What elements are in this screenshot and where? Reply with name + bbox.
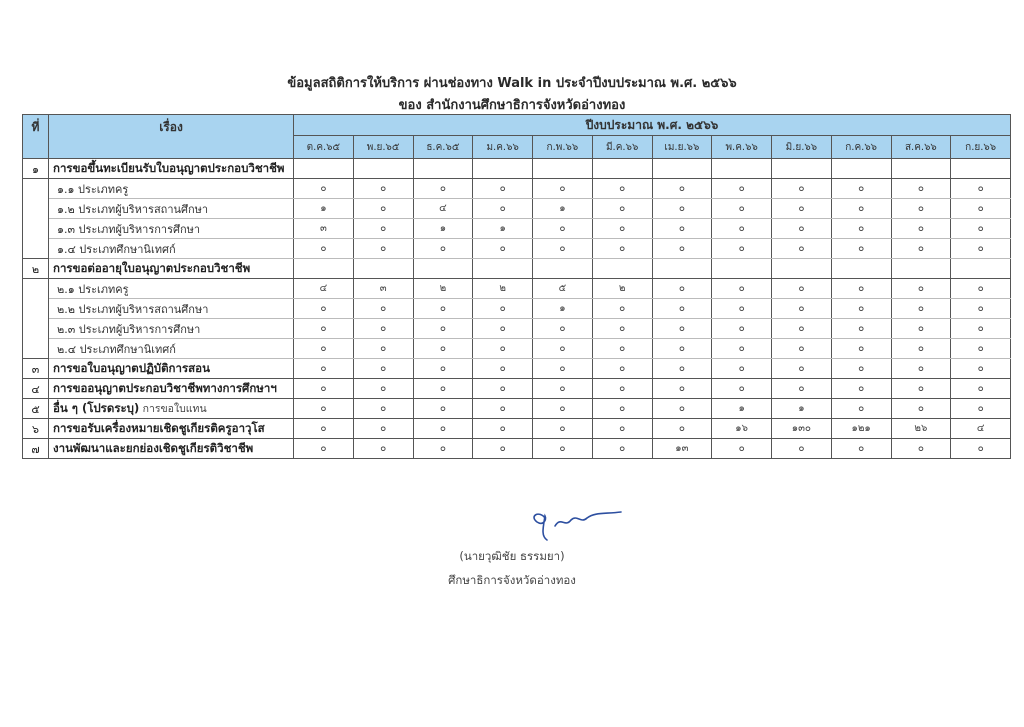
cell-value: ๐ (294, 319, 354, 339)
signature-scribble-icon (525, 506, 635, 546)
row-topic-label: ๒.๓ ประเภทผู้บริหารการศึกษา (57, 322, 201, 336)
cell-value (772, 159, 832, 179)
cell-value: ๐ (772, 199, 832, 219)
cell-value: ๐ (473, 339, 533, 359)
cell-value: ๐ (592, 439, 652, 459)
header-month: พ.ค.๖๖ (712, 136, 772, 159)
row-topic (49, 339, 294, 359)
cell-value: ๐ (533, 179, 593, 199)
cell-value: ๐ (891, 399, 951, 419)
cell-value: ๐ (891, 219, 951, 239)
cell-value: ๐ (353, 379, 413, 399)
cell-value: ๐ (891, 179, 951, 199)
cell-value: ๐ (772, 299, 832, 319)
cell-value (712, 159, 772, 179)
cell-value: ๐ (413, 179, 473, 199)
cell-value: ๐ (413, 439, 473, 459)
cell-value: ๐ (533, 239, 593, 259)
cell-value: ๑๓ (652, 439, 712, 459)
row-topic (49, 359, 294, 379)
cell-value: ๐ (951, 279, 1011, 299)
cell-value: ๐ (473, 439, 533, 459)
row-number (23, 279, 49, 299)
cell-value: ๐ (772, 219, 832, 239)
cell-value: ๐ (592, 199, 652, 219)
cell-value: ๐ (951, 219, 1011, 239)
cell-value: ๐ (891, 299, 951, 319)
row-number: ๓ (23, 359, 49, 379)
row-topic (49, 259, 294, 279)
row-number: ๕ (23, 399, 49, 419)
cell-value: ๐ (353, 219, 413, 239)
cell-value: ๐ (951, 319, 1011, 339)
cell-value: ๐ (831, 439, 891, 459)
cell-value: ๐ (473, 179, 533, 199)
cell-value: ๐ (951, 359, 1011, 379)
document-title: ข้อมูลสถิติการให้บริการ ผ่านช่องทาง Walk in ประจำปีงบประมาณ พ.ศ. ๒๕๖๖ (287, 76, 737, 91)
cell-value: ๒ (592, 279, 652, 299)
cell-value: ๐ (891, 199, 951, 219)
cell-value: ๐ (831, 299, 891, 319)
cell-value: ๐ (294, 179, 354, 199)
cell-value: ๐ (413, 299, 473, 319)
cell-value (533, 159, 593, 179)
cell-value: ๒ (413, 279, 473, 299)
cell-value: ๑ (473, 219, 533, 239)
table-row (23, 299, 1011, 319)
row-number: ๖ (23, 419, 49, 439)
cell-value: ๐ (652, 319, 712, 339)
cell-value: ๐ (533, 319, 593, 339)
row-number: ๔ (23, 379, 49, 399)
cell-value: ๐ (294, 419, 354, 439)
row-topic (49, 319, 294, 339)
cell-value (294, 259, 354, 279)
cell-value: ๐ (652, 339, 712, 359)
row-topic-label: การขอใบอนุญาตปฏิบัติการสอน (53, 360, 210, 375)
cell-value: ๐ (831, 239, 891, 259)
cell-value: ๐ (772, 319, 832, 339)
cell-value (353, 259, 413, 279)
cell-value: ๐ (592, 179, 652, 199)
row-number (23, 179, 49, 199)
cell-value: ๐ (592, 219, 652, 239)
cell-value: ๐ (831, 399, 891, 419)
table-row (23, 199, 1011, 219)
cell-value: ๑๓๐ (772, 419, 832, 439)
cell-value: ๐ (473, 419, 533, 439)
cell-value: ๐ (473, 399, 533, 419)
cell-value: ๐ (413, 379, 473, 399)
cell-value (294, 159, 354, 179)
row-topic (49, 299, 294, 319)
cell-value: ๐ (652, 299, 712, 319)
cell-value: ๐ (294, 439, 354, 459)
cell-value: ๐ (831, 199, 891, 219)
cell-value (652, 259, 712, 279)
cell-value: ๐ (294, 399, 354, 419)
cell-value: ๐ (533, 219, 593, 239)
document-subtitle: ของ สำนักงานศึกษาธิการจังหวัดอ่างทอง (398, 98, 626, 113)
row-topic-label: ๑.๔ ประเภทศึกษานิเทศก์ (57, 242, 176, 256)
table-row (23, 319, 1011, 339)
cell-value (951, 259, 1011, 279)
cell-value: ๐ (533, 359, 593, 379)
cell-value: ๐ (712, 179, 772, 199)
cell-value: ๐ (592, 379, 652, 399)
cell-value (533, 259, 593, 279)
table-row (23, 179, 1011, 199)
cell-value: ๐ (592, 359, 652, 379)
row-topic (49, 159, 294, 179)
cell-value: ๐ (652, 359, 712, 379)
cell-value: ๐ (772, 379, 832, 399)
cell-value: ๐ (353, 239, 413, 259)
table-row (23, 159, 1011, 179)
cell-value (592, 159, 652, 179)
table-row (23, 239, 1011, 259)
row-topic-label: อื่น ๆ (โปรดระบุ) (53, 400, 140, 415)
cell-value: ๐ (891, 319, 951, 339)
header-no: ที่ (23, 115, 49, 159)
row-number (23, 299, 49, 319)
header-month: มี.ค.๖๖ (592, 136, 652, 159)
row-topic-label: ๒.๔ ประเภทศึกษานิเทศก์ (57, 342, 176, 356)
row-number: ๑ (23, 159, 49, 179)
cell-value: ๐ (413, 419, 473, 439)
row-number (23, 239, 49, 259)
header-fiscal-year: ปีงบประมาณ พ.ศ. ๒๕๖๖ (294, 115, 1011, 136)
cell-value: ๐ (473, 359, 533, 379)
row-topic-label: การขอต่ออายุใบอนุญาตประกอบวิชาชีพ (53, 260, 251, 275)
header-month: ม.ค.๖๖ (473, 136, 533, 159)
signatory-position: ศึกษาธิการจังหวัดอ่างทอง (448, 573, 576, 587)
cell-value: ๐ (772, 239, 832, 259)
row-topic-label: ๑.๒ ประเภทผู้บริหารสถานศึกษา (57, 202, 209, 216)
signatory-name: (นายวุฒิชัย ธรรมยา) (459, 549, 565, 563)
cell-value: ๐ (951, 439, 1011, 459)
cell-value: ๐ (891, 439, 951, 459)
cell-value: ๐ (294, 339, 354, 359)
row-number: ๗ (23, 439, 49, 459)
cell-value: ๐ (533, 419, 593, 439)
cell-value (712, 259, 772, 279)
cell-value: ๐ (652, 199, 712, 219)
cell-value: ๐ (891, 359, 951, 379)
cell-value: ๐ (533, 439, 593, 459)
cell-value: ๐ (712, 279, 772, 299)
cell-value: ๐ (652, 399, 712, 419)
cell-value: ๑๖ (712, 419, 772, 439)
cell-value: ๑ (533, 299, 593, 319)
row-topic-label: การขออนุญาตประกอบวิชาชีพทางการศึกษาฯ (53, 380, 277, 395)
cell-value: ๐ (951, 379, 1011, 399)
header-topic: เรื่อง (49, 115, 294, 159)
cell-value: ๐ (294, 379, 354, 399)
cell-value: ๐ (652, 279, 712, 299)
signature-block (480, 506, 680, 546)
cell-value (891, 159, 951, 179)
cell-value: ๐ (652, 379, 712, 399)
cell-value: ๐ (294, 239, 354, 259)
cell-value (473, 259, 533, 279)
cell-value: ๓ (294, 219, 354, 239)
row-number (23, 319, 49, 339)
cell-value: ๐ (533, 399, 593, 419)
cell-value: ๐ (712, 299, 772, 319)
cell-value: ๐ (652, 239, 712, 259)
header-month: ก.พ.๖๖ (533, 136, 593, 159)
cell-value: ๐ (592, 339, 652, 359)
table-row (23, 279, 1011, 299)
cell-value: ๐ (413, 399, 473, 419)
cell-value: ๐ (473, 199, 533, 219)
header-month: ก.ย.๖๖ (951, 136, 1011, 159)
cell-value: ๐ (592, 399, 652, 419)
header-month: ก.ค.๖๖ (831, 136, 891, 159)
cell-value: ๑ (712, 399, 772, 419)
row-topic (49, 379, 294, 399)
cell-value: ๐ (353, 319, 413, 339)
cell-value: ๐ (712, 359, 772, 379)
table-row (23, 399, 1011, 419)
cell-value: ๐ (652, 419, 712, 439)
row-topic (49, 439, 294, 459)
row-topic (49, 199, 294, 219)
row-number (23, 199, 49, 219)
cell-value: ๐ (592, 239, 652, 259)
cell-value: ๐ (831, 219, 891, 239)
table-row (23, 219, 1011, 239)
cell-value: ๐ (533, 339, 593, 359)
cell-value (831, 159, 891, 179)
cell-value: ๐ (473, 239, 533, 259)
cell-value: ๐ (652, 219, 712, 239)
cell-value: ๑ (772, 399, 832, 419)
row-number (23, 219, 49, 239)
table-row (23, 339, 1011, 359)
cell-value: ๓ (353, 279, 413, 299)
cell-value: ๐ (831, 279, 891, 299)
cell-value: ๐ (951, 239, 1011, 259)
cell-value (652, 159, 712, 179)
row-topic (49, 399, 294, 419)
table-row (23, 259, 1011, 279)
row-topic (49, 419, 294, 439)
cell-value: ๑ (294, 199, 354, 219)
cell-value (413, 159, 473, 179)
row-topic-label: ๑.๓ ประเภทผู้บริหารการศึกษา (57, 222, 201, 236)
header-month: เม.ย.๖๖ (652, 136, 712, 159)
cell-value: ๐ (831, 339, 891, 359)
cell-value: ๐ (891, 239, 951, 259)
cell-value: ๑ (413, 219, 473, 239)
cell-value: ๐ (891, 339, 951, 359)
cell-value: ๐ (294, 299, 354, 319)
table-row (23, 379, 1011, 399)
cell-value: ๔ (294, 279, 354, 299)
cell-value: ๐ (592, 299, 652, 319)
row-number: ๒ (23, 259, 49, 279)
cell-value: ๐ (353, 419, 413, 439)
cell-value: ๐ (831, 179, 891, 199)
cell-value: ๐ (712, 239, 772, 259)
cell-value: ๐ (413, 239, 473, 259)
cell-value: ๐ (712, 199, 772, 219)
table-row (23, 439, 1011, 459)
header-month: ต.ค.๖๕ (294, 136, 354, 159)
cell-value: ๐ (592, 419, 652, 439)
header-month: ธ.ค.๖๕ (413, 136, 473, 159)
cell-value: ๑ (533, 199, 593, 219)
cell-value: ๐ (473, 299, 533, 319)
cell-value: ๔ (951, 419, 1011, 439)
cell-value: ๐ (951, 339, 1011, 359)
cell-value (473, 159, 533, 179)
row-topic-label: ๑.๑ ประเภทครู (57, 182, 129, 196)
row-topic (49, 219, 294, 239)
cell-value (592, 259, 652, 279)
row-topic-label: การขอรับเครื่องหมายเชิดชูเกียรติครูอาวุโส (53, 420, 265, 435)
cell-value: ๐ (533, 379, 593, 399)
cell-value: ๐ (413, 359, 473, 379)
header-month: ส.ค.๖๖ (891, 136, 951, 159)
cell-value: ๐ (473, 319, 533, 339)
table-body (23, 159, 1011, 459)
row-topic-label: การขอขึ้นทะเบียนรับใบอนุญาตประกอบวิชาชีพ (53, 160, 285, 175)
cell-value: ๐ (473, 379, 533, 399)
cell-value: ๐ (353, 399, 413, 419)
cell-value: ๐ (891, 379, 951, 399)
cell-value: ๐ (951, 179, 1011, 199)
cell-value: ๐ (592, 319, 652, 339)
row-topic (49, 239, 294, 259)
cell-value: ๐ (353, 439, 413, 459)
cell-value: ๐ (353, 299, 413, 319)
cell-value: ๐ (413, 339, 473, 359)
row-topic-note: การขอใบแทน (139, 402, 207, 415)
cell-value: ๑๒๑ (831, 419, 891, 439)
row-topic (49, 179, 294, 199)
cell-value: ๐ (772, 179, 832, 199)
cell-value: ๐ (951, 299, 1011, 319)
header-month: มิ.ย.๖๖ (772, 136, 832, 159)
cell-value: ๒ (473, 279, 533, 299)
cell-value: ๐ (831, 379, 891, 399)
cell-value: ๐ (353, 199, 413, 219)
cell-value (891, 259, 951, 279)
cell-value: ๐ (831, 319, 891, 339)
row-topic-label: ๒.๑ ประเภทครู (57, 282, 129, 296)
cell-value: ๐ (772, 439, 832, 459)
cell-value: ๐ (772, 339, 832, 359)
cell-value: ๐ (712, 339, 772, 359)
cell-value: ๐ (712, 219, 772, 239)
cell-value: ๐ (294, 359, 354, 379)
cell-value: ๐ (353, 179, 413, 199)
table-row (23, 359, 1011, 379)
cell-value (413, 259, 473, 279)
cell-value: ๐ (831, 359, 891, 379)
cell-value: ๕ (533, 279, 593, 299)
cell-value: ๐ (712, 379, 772, 399)
row-topic-label: ๒.๒ ประเภทผู้บริหารสถานศึกษา (57, 302, 209, 316)
cell-value (772, 259, 832, 279)
cell-value: ๐ (772, 279, 832, 299)
table-row (23, 419, 1011, 439)
cell-value (951, 159, 1011, 179)
cell-value: ๐ (413, 319, 473, 339)
row-topic-label: งานพัฒนาและยกย่องเชิดชูเกียรติวิชาชีพ (53, 440, 254, 455)
row-topic (49, 279, 294, 299)
cell-value: ๐ (652, 179, 712, 199)
cell-value: ๐ (951, 399, 1011, 419)
row-number (23, 339, 49, 359)
cell-value: ๔ (413, 199, 473, 219)
cell-value (831, 259, 891, 279)
cell-value (353, 159, 413, 179)
cell-value: ๐ (712, 319, 772, 339)
cell-value: ๐ (353, 339, 413, 359)
cell-value: ๒๖ (891, 419, 951, 439)
cell-value: ๐ (772, 359, 832, 379)
cell-value: ๐ (891, 279, 951, 299)
cell-value: ๐ (712, 439, 772, 459)
statistics-table (22, 114, 1011, 459)
cell-value: ๐ (353, 359, 413, 379)
header-month: พ.ย.๖๕ (353, 136, 413, 159)
cell-value: ๐ (951, 199, 1011, 219)
